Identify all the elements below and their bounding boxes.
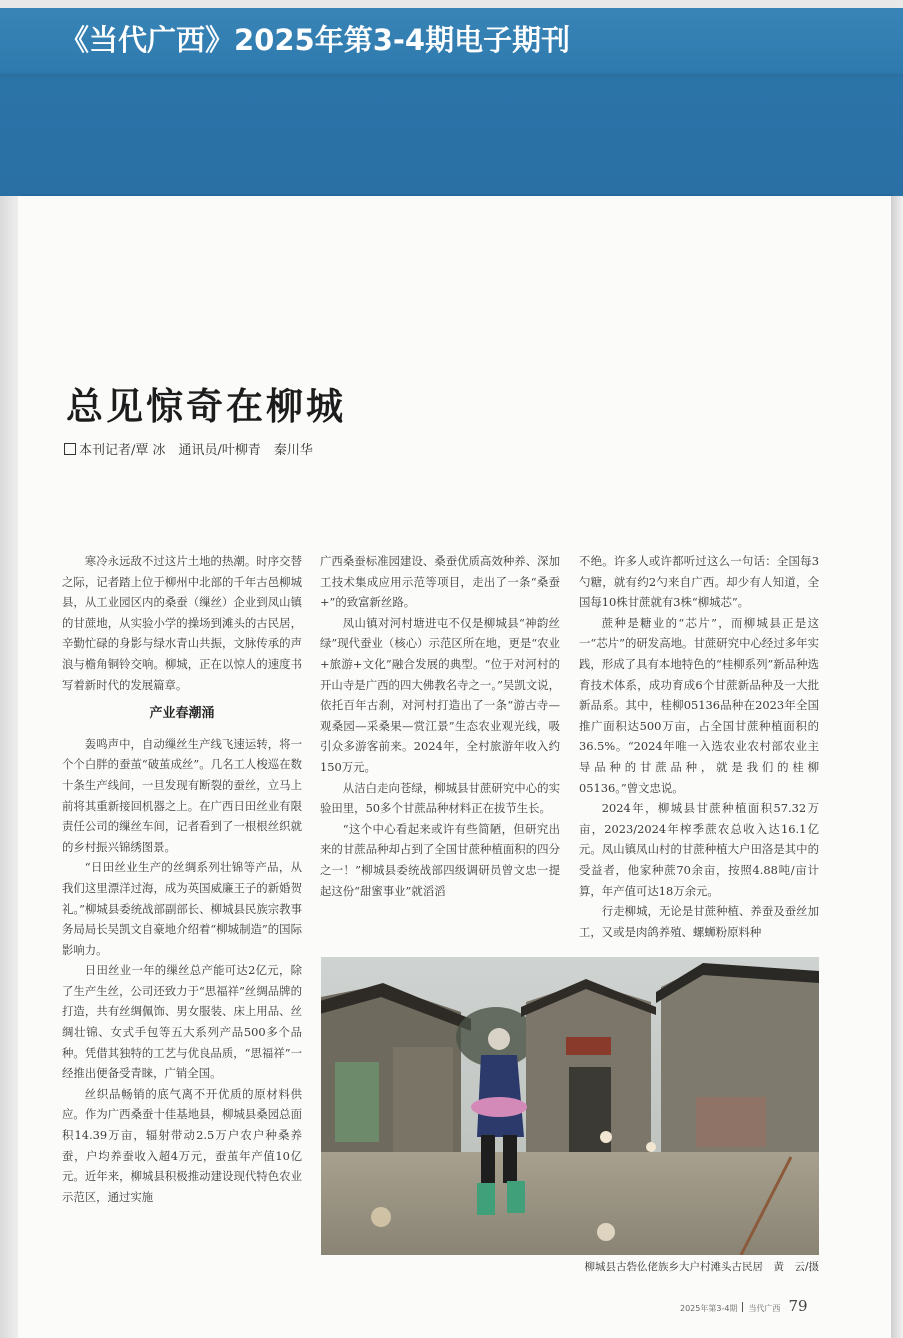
paragraph: 从洁白走向苍绿，柳城县甘蔗研究中心的实验田里，50多个甘蔗品种材料正在拔节生长。 [320, 780, 560, 816]
paragraph: 日田丝业一年的缫丝总产能可达2亿元，除了生产生丝，公司还致力于“思福祥”丝绸品牌的打造，共有丝绸佩饰、男女服装、床上用品、丝绸壮锦、女式手包等五大系列产品500多个品种。凭借其独特的工艺与优良品质，“思福祥”一经推出便备受青睐，广销全国。 [62, 963, 302, 1081]
footer-separator [742, 1302, 743, 1312]
photo-caption: 柳城县古砦仫佬族乡大户村滩头古民居 黄 云/摄 [584, 1261, 819, 1273]
byline-text: 本刊记者/覃 冰 通讯员/叶柳青 秦川华 [79, 443, 313, 458]
paragraph: 行走柳城，无论是甘蔗种植、养蚕及蚕丝加工，又或是肉鸽养殖、螺蛳粉原料种 [579, 904, 819, 939]
paragraph: “这个中心看起来或许有些简陋，但研究出来的甘蔗品种却占到了全国甘蔗种植面积的四分之一！”柳城县委统战部四级调研员曾文忠一提起这份“甜蜜事业”就滔滔 [320, 821, 560, 898]
footer-issue: 2025年第3-4期 [680, 1304, 738, 1313]
paragraph: 2024年，柳城县甘蔗种植面积57.32万亩，2023/2024年榨季蔗农总收入达16.1亿元。凤山镇凤山村的甘蔗种植大户田洛是其中的受益者，他家种蔗70余亩，按照4.88吨/亩计算，年产值可达18万余元。 [579, 801, 819, 898]
header-bar [0, 0, 903, 196]
section-heading: 产业春潮涌 [149, 706, 215, 722]
paragraph: 蔗种是糖业的“芯片”，而柳城县正是这一“芯片”的研发高地。甘蔗研究中心经过多年实践，形成了具有本地特色的“桂柳系列”新品种选育技术体系，成功育成6个甘蔗新品种及一大批新品系。其中，桂柳05136品种在2023年全国推广面积达500万亩，占全国甘蔗种植面积的36.5%。“2024年唯一入选农业农村部农业主导品种的甘蔗品种，就是我们的桂柳05136。”曾文忠说。 [579, 615, 819, 795]
page-footer [680, 1296, 808, 1315]
page-number: 79 [788, 1297, 808, 1315]
paragraph: 丝织品畅销的底气离不开优质的原材料供应。作为广西桑蚕十佳基地县，柳城县桑园总面积14.39万亩，辐射带动2.5万户农户种桑养蚕，户均养蚕收入超4万元，蚕茧年产值10亿元。近年来，柳城县积极推动建设现代特色农业示范区，通过实施 [62, 1086, 302, 1204]
byline-box-icon [64, 443, 76, 455]
text-column-2 [320, 551, 560, 946]
footer-magazine: 当代广西 [748, 1304, 781, 1313]
paragraph: 寒冷永远敌不过这片土地的热潮。时序交替之际，记者踏上位于柳州中北部的千年古邑柳城县，从工业园区内的桑蚕（缫丝）企业到凤山镇的甘蔗地，从实验小学的操场到滩头的古民居，辛勤忙碌的身影与绿水青山共振，文脉传承的声浪与檐角铜铃交响。柳城，正在以惊人的速度书写着新时代的发展篇章。 [62, 554, 302, 692]
photo-illustration [321, 957, 819, 1255]
village-photo [321, 957, 819, 1255]
header-divider [0, 74, 903, 77]
top-strip [0, 0, 903, 8]
viewer-margin [0, 196, 18, 1338]
article-byline [64, 439, 313, 458]
text-column-1 [62, 551, 302, 1281]
paragraph: 轰鸣声中，自动缫丝生产线飞速运转，将一个个白胖的蚕茧“破茧成丝”。几名工人梭巡在数十条生产线间，一旦发现有断裂的蚕丝，立马上前将其重新接回机器之上。在广西日田丝业有限责任公司的缫丝车间，记者看到了一根根丝织就的乡村振兴锦绣图景。 [62, 736, 302, 854]
text-column-3 [579, 551, 819, 946]
article-headline: 总见惊奇在柳城 [66, 385, 346, 428]
page-edge [891, 196, 903, 1338]
paragraph: “日田丝业生产的丝绸系列壮锦等产品，从我们这里漂洋过海，成为英国威廉王子的新婚贺礼。”柳城县委统战部副部长、柳城县民族宗教事务局局长吴凯文自豪地介绍着“柳城制造”的国际影响力。 [62, 860, 302, 957]
publication-title: 《当代广西》2025年第3-4期电子期刊 [60, 23, 571, 57]
paragraph: 凤山镇对河村塘进屯不仅是柳城县“神韵丝绿”现代蚕业（核心）示范区所在地，更是“农业+旅游+文化”融合发展的典型。“位于对河村的开山寺是广西的四大佛教名寺之一。”吴凯文说，依托百年古刹，对河村打造出了一条“游古寺—观桑园—采桑果—赏江景”生态农业观光线，吸引众多游客前来。2024年，全村旅游年收入约150万元。 [320, 615, 560, 774]
paragraph: 不绝。许多人或许都听过这么一句话：全国每3勺糖，就有约2勺来自广西。却少有人知道，全国每10株甘蔗就有3株“柳城芯”。 [579, 554, 819, 610]
paragraph: 广西桑蚕标准园建设、桑蚕优质高效种养、深加工技术集成应用示范等项目，走出了一条“桑蚕+”的致富新丝路。 [320, 554, 560, 610]
